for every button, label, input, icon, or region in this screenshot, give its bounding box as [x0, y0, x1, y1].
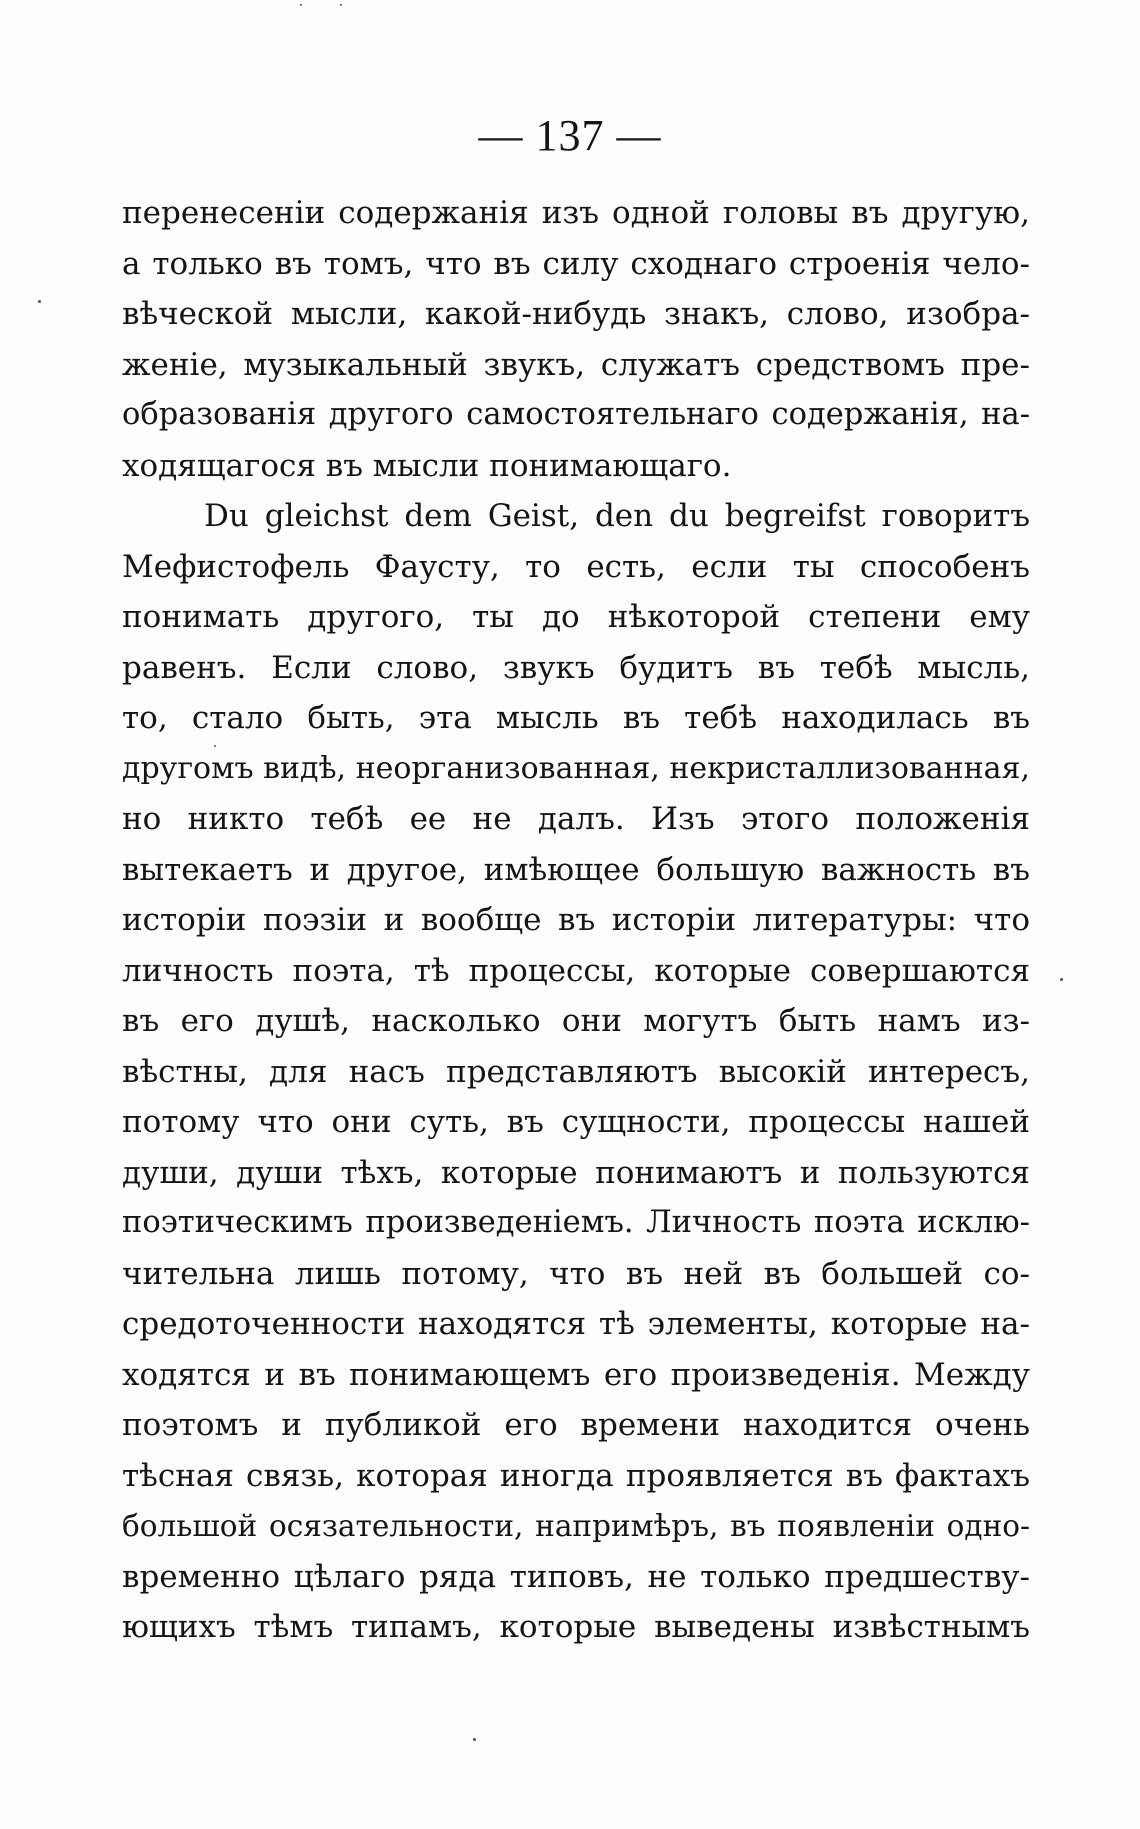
text-line: а только въ томъ, что въ силу сходнаго строенія чело-: [122, 245, 1030, 282]
text-line: потому что они суть, въ сущности, процессы нашей: [122, 1104, 1030, 1140]
page-number: — 137 —: [478, 111, 662, 160]
text-line: женіе, музыкальный звукъ, служатъ средствомъ пре-: [122, 346, 1030, 383]
text-line: то, стало быть, эта мысль въ тебѣ находилась въ: [122, 700, 1030, 736]
text-line: но никто тебѣ ее не далъ. Изъ этого положенія: [122, 801, 1030, 837]
text-line: вѣческой мысли, какой-нибудь знакъ, слово, изобра-: [122, 296, 1030, 332]
scan-speck: [300, 4, 302, 6]
scan-speck: [214, 745, 216, 747]
text-line: поэтомъ и публикой его времени находится очень: [122, 1407, 1030, 1443]
text-line: чительна лишь потому, что въ ней въ большей со-: [122, 1255, 1030, 1292]
scan-speck: [473, 1738, 476, 1741]
text-line: личность поэта, тѣ процессы, которые совершаются: [122, 952, 1030, 989]
text-line: вѣстны, для насъ представляютъ высокій интересъ,: [122, 1053, 1030, 1090]
text-line: перенесеніи содержанія изъ одной головы въ другую,: [122, 195, 1030, 231]
text-line: вытекаетъ и другое, имѣющее большую важность въ: [122, 851, 1030, 888]
text-line: ходятся и въ понимающемъ его произведенія. Между: [122, 1356, 1030, 1393]
paragraph-2: [122, 491, 1030, 1653]
text-line: души, души тѣхъ, которые понимаютъ и пользуются: [122, 1154, 1030, 1191]
text-line: средоточенности находятся тѣ элементы, которые на-: [122, 1306, 1030, 1342]
text-line: въ его душѣ, насколько они могутъ быть намъ из-: [122, 1003, 1030, 1039]
text-line: исторіи поэзіи и вообще въ исторіи литературы: что: [122, 902, 1030, 938]
text-line: тѣсная связь, которая иногда проявляется въ фактахъ: [122, 1457, 1030, 1494]
text-line: Du gleichst dem Geist, den du begreifst говоритъ: [204, 498, 1030, 534]
scan-speck: [38, 300, 41, 303]
text-line: большой осязательности, напримѣръ, въ появленіи одно-: [122, 1509, 1030, 1543]
text-line: ходящагося въ мысли понимающаго.: [122, 447, 732, 484]
text-line: понимать другого, ты до нѣкоторой степени ему: [122, 599, 1030, 635]
text-line: другомъ видѣ, неорганизованная, некристаллизованная,: [122, 750, 1030, 786]
text-line: образованія другого самостоятельнаго содержанія, на-: [122, 397, 1030, 432]
text-line: ющихъ тѣмъ типамъ, которые выведены извѣстнымъ: [122, 1609, 1030, 1645]
text-line: поэтическимъ произведеніемъ. Личность поэта исклю-: [122, 1205, 1030, 1240]
text-line: равенъ. Если слово, звукъ будитъ въ тебѣ мысль,: [122, 649, 1030, 686]
text-line: Мефистофель Фаусту, то есть, если ты способенъ: [122, 548, 1030, 585]
paragraph-1: [122, 188, 1030, 491]
scan-speck: [340, 4, 342, 6]
text-line: временно цѣлаго ряда типовъ, не только предшеству-: [122, 1558, 1030, 1595]
text-body: [122, 188, 1030, 1653]
scan-speck: [1060, 978, 1063, 981]
